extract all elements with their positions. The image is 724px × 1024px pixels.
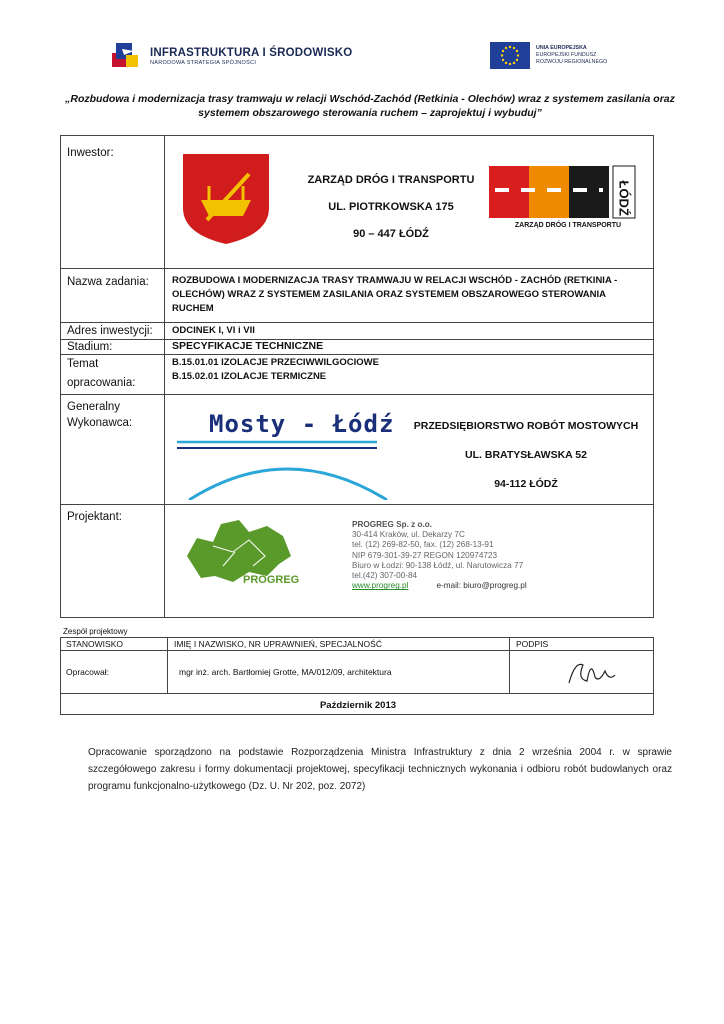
team-col-signature: PODPIS [516, 639, 549, 649]
infrastruktura-title: INFRASTRUKTURA I ŚRODOWISKO [150, 46, 353, 59]
infrastruktura-logo [110, 38, 370, 74]
topic-label-line-1: Temat [67, 358, 99, 370]
topic-line-1: B.15.01.01 IZOLACJE PRZECIWWILGOCIOWE [172, 357, 379, 368]
mosty-lodz-logo [177, 408, 397, 500]
designer-nip: NIP 679-301-39-27 REGON 120974723 [352, 550, 498, 560]
team-table [60, 637, 654, 715]
designer-phone: tel. (12) 269-82-50, fax. (12) 268-13-91 [352, 540, 494, 550]
investor-label: Inwestor: [67, 147, 114, 159]
stage-value: SPECYFIKACJE TECHNICZNE [172, 340, 324, 352]
legal-note: Opracowanie sporządzono na podstawie Rozporządzenia Ministra Infrastruktury z dnia 2 września 2004 r. w sprawie szczegółowego zakresu i formy dokumentacji projektowej, specyfikacji technicznych wykonania i odbioru robót budowlanych oraz programu funkcjonalno-użytkowego (Dz. U. Nr 202, poz. 2072) [88, 747, 672, 792]
eu-flag-icon [490, 42, 530, 69]
contractor-street: UL. BRATYSŁAWSKA 52 [465, 449, 587, 461]
investor-address [291, 167, 491, 248]
zdt-logo [489, 162, 647, 240]
lodz-crest-icon [179, 150, 273, 246]
eu-logo [490, 40, 630, 70]
infrastruktura-subtitle: NARODOWA STRATEGIA SPÓJNOŚCI [150, 59, 257, 66]
designer-details [352, 520, 527, 591]
signature-image [561, 653, 621, 691]
investor-city: 90 – 447 ŁÓDŹ [353, 228, 429, 240]
contractor-address [401, 412, 651, 499]
project-title [60, 92, 680, 120]
mosty-lodz-logo-text: Mosty - Łódź [209, 410, 395, 438]
team-row-person: mgr inż. arch. Bartłomiej Grotte, MA/012/09, architektura [179, 667, 392, 677]
progreg-logo-text: PROGREG [243, 574, 300, 586]
investor-name: ZARZĄD DRÓG I TRANSPORTU [307, 174, 475, 186]
team-col-name: IMIĘ I NAZWISKO, NR UPRAWNIEŃ, SPECJALNOŚĆ [174, 639, 382, 649]
designer-company: PROGREG Sp. z o.o. [352, 520, 433, 529]
designer-office: Biuro w Łodzi: 90-138 Łódź, ul. Narutowicza 77 [352, 560, 524, 570]
task-line-3: RUCHEM [172, 303, 214, 314]
designer-website-link[interactable]: www.progreg.pl [352, 581, 409, 591]
progreg-logo [183, 516, 323, 596]
zdt-logo-caption: ZARZĄD DRÓG I TRANSPORTU [514, 222, 622, 229]
project-title-line-1: „Rozbudowa i modernizacja trasy tramwaju w relacji Wschód-Zachód (Retkinia - Olechów) wraz z systemem zasilania oraz [65, 93, 675, 105]
team-row-role: Opracował: [66, 667, 109, 677]
topic-value [172, 356, 379, 384]
team-date: Październik 2013 [319, 700, 397, 711]
designer-email: e-mail: biuro@progreg.pl [436, 581, 527, 591]
contractor-name: PRZEDSIĘBIORSTWO ROBÓT MOSTOWYCH [413, 420, 639, 432]
contractor-label [67, 399, 132, 431]
infrastruktura-emblem-icon [110, 39, 144, 73]
address-value: ODCINEK I, VI i VII [172, 325, 255, 336]
project-title-line-2: systemem obszarowego sterowania ruchem – zaprojektuj i wybuduj” [198, 107, 542, 119]
contractor-label-line-2: Wykonawca: [67, 417, 133, 429]
topic-label [67, 355, 135, 393]
title-page-table [60, 135, 654, 618]
task-value [172, 274, 647, 316]
contractor-label-line-1: Generalny [67, 401, 121, 413]
contractor-city: 94-112 ŁÓDŹ [494, 478, 558, 490]
topic-label-line-2: opracowania: [67, 377, 136, 389]
team-caption: Zespół projektowy [63, 627, 128, 636]
team-col-role: STANOWISKO [66, 639, 123, 649]
eu-line-1: UNIA EUROPEJSKA [536, 44, 587, 51]
zdt-logo-vertical: ŁÓDŹ [616, 180, 632, 216]
address-label: Adres inwestycji: [67, 325, 153, 337]
stage-label: Stadium: [67, 341, 113, 353]
eu-line-2: EUROPEJSKI FUNDUSZ [536, 51, 597, 58]
task-label: Nazwa zadania: [67, 276, 149, 288]
task-line-1: ROZBUDOWA I MODERNIZACJA TRASY TRAMWAJU W RELACJI WSCHÓD - ZACHÓD (RETKINIA - [172, 275, 618, 286]
task-line-2: OLECHÓW) WRAZ Z SYSTEMEM ZASILANIA ORAZ SYSTEMEM OBSZAROWEGO STEROWANIA [172, 289, 606, 300]
eu-line-3: ROZWOJU REGIONALNEGO [536, 58, 608, 65]
designer-address: 30-414 Kraków, ul. Dekarzy 7C [352, 530, 465, 540]
designer-office-phone: tel.(42) 307-00-84 [352, 571, 418, 581]
designer-label: Projektant: [67, 511, 122, 523]
topic-line-2: B.15.02.01 IZOLACJE TERMICZNE [172, 371, 327, 382]
investor-street: UL. PIOTRKOWSKA 175 [328, 201, 454, 213]
